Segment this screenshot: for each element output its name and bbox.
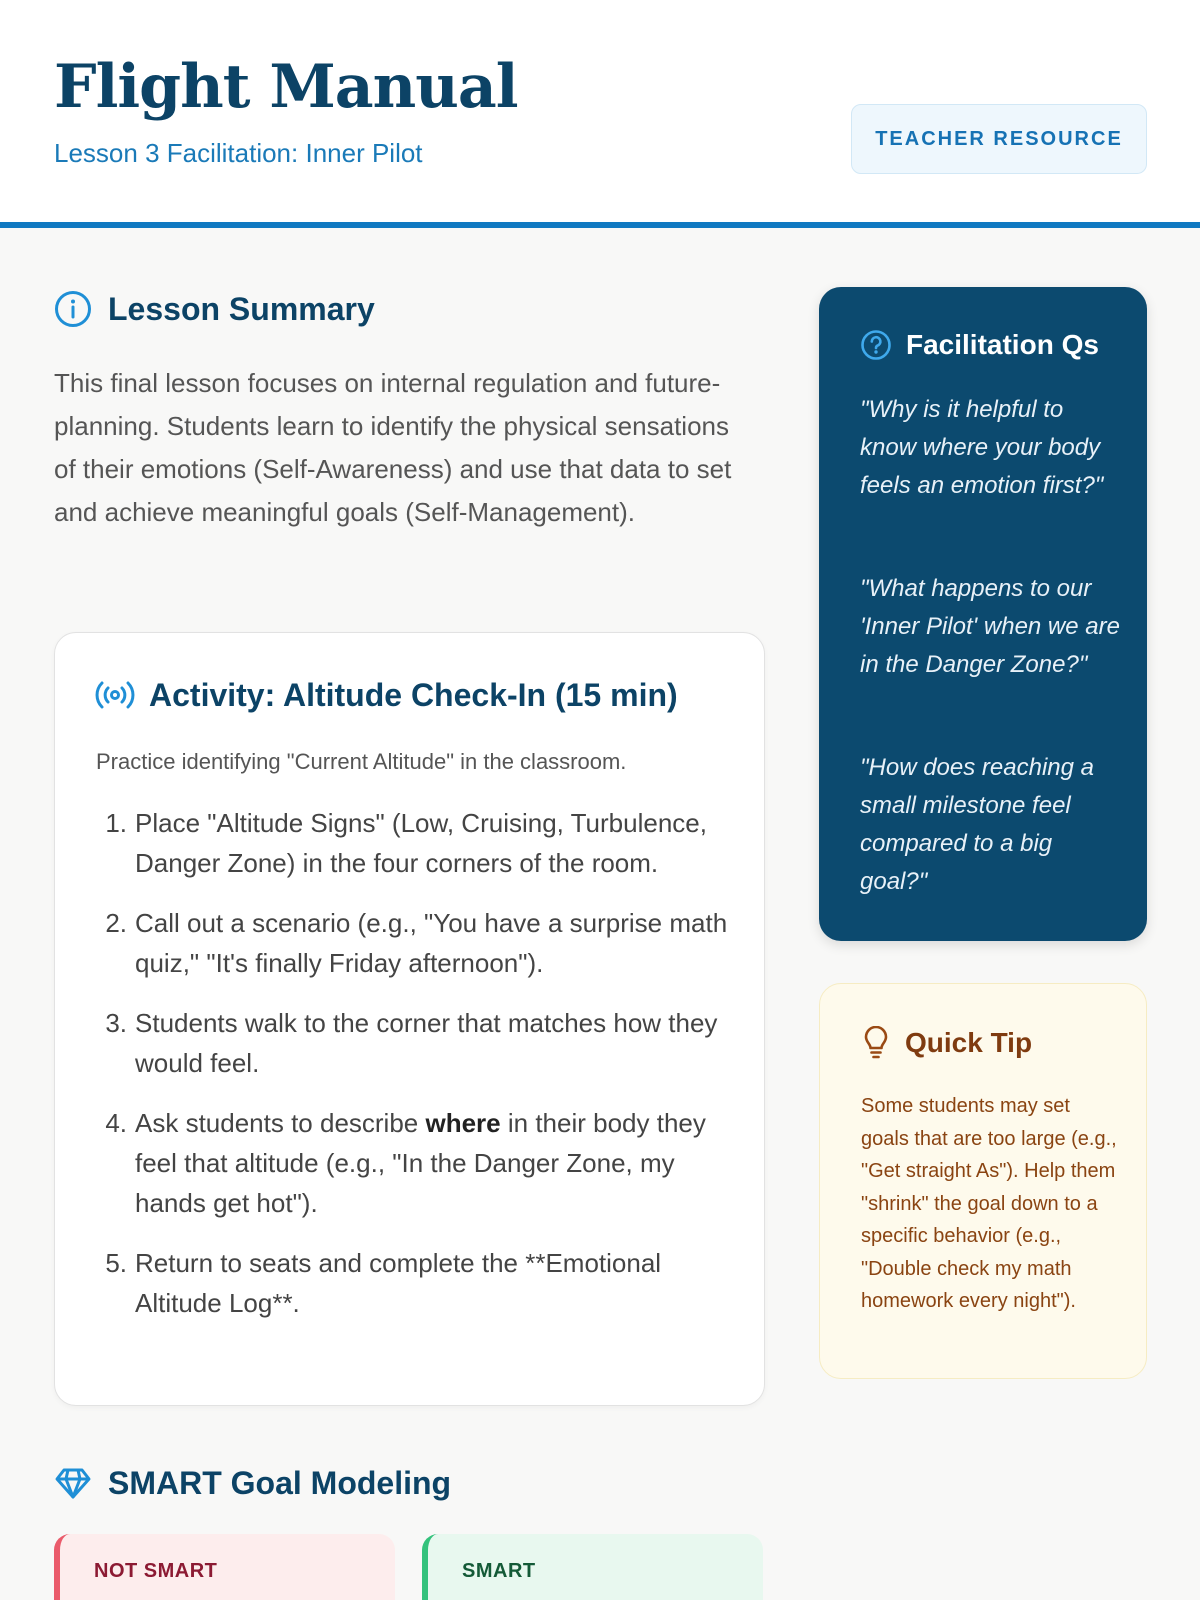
quick-tip-title: Quick Tip bbox=[905, 1027, 1033, 1058]
smart-goal-heading bbox=[54, 1464, 451, 1502]
broadcast-icon bbox=[95, 675, 135, 715]
step-text-start: Ask students to describe bbox=[135, 1108, 426, 1138]
step-text-end: in their body they feel that altitude (e.g., "In the Danger Zone, my hands get hot"). bbox=[135, 1108, 706, 1218]
list-item bbox=[95, 1003, 735, 1083]
quick-tip-card bbox=[819, 983, 1147, 1379]
page-header bbox=[0, 0, 1200, 228]
activity-intro: Practice identifying "Current Altitude" in the classroom. bbox=[96, 749, 627, 774]
activity-heading bbox=[95, 675, 678, 715]
info-icon bbox=[54, 290, 92, 328]
lightbulb-icon bbox=[861, 1026, 891, 1060]
step-text: Call out a scenario (e.g., "You have a surprise math quiz," "It's finally Friday afternoon"). bbox=[135, 908, 728, 978]
step-text: Students walk to the corner that matches how they would feel. bbox=[135, 1008, 718, 1078]
list-item bbox=[95, 803, 735, 883]
step-number: 4. bbox=[105, 1108, 127, 1138]
activity-card bbox=[54, 632, 765, 1406]
diamond-icon bbox=[54, 1464, 92, 1502]
step-text-emphasis: where bbox=[425, 1108, 501, 1138]
step-text: Place "Altitude Signs" (Low, Cruising, Turbulence, Danger Zone) in the four corners of the room. bbox=[135, 808, 707, 878]
step-text: Return to seats and complete the **Emotional Altitude Log**. bbox=[135, 1248, 662, 1318]
facilitation-heading bbox=[860, 329, 1099, 361]
list-item bbox=[95, 1243, 735, 1323]
page-title: Flight Manual bbox=[54, 52, 518, 122]
lesson-summary-title: Lesson Summary bbox=[108, 290, 375, 327]
step-number: 3. bbox=[105, 1008, 127, 1038]
smart-label: SMART bbox=[462, 1560, 536, 1582]
facilitation-card bbox=[819, 287, 1147, 941]
facilitation-question: "Why is it helpful to know where your body feels an emotion first?" bbox=[860, 396, 1104, 499]
step-number: 5. bbox=[105, 1248, 127, 1278]
quick-tip-text: Some students may set goals that are too large (e.g., "Get straight As"). Help them "shrink" the goal down to a specific behavior (e.g., "Double check my math homework every night"). bbox=[861, 1095, 1117, 1312]
smart-goal-card bbox=[422, 1534, 763, 1600]
lesson-summary-text: This final lesson focuses on internal regulation and future-planning. Students learn to identify the physical sensations of their emotions (Self-Awareness) and use that data to set and achieve meaningful goals (Self-Management). bbox=[54, 368, 732, 527]
not-smart-goal-card bbox=[54, 1534, 395, 1600]
lesson-summary-heading bbox=[54, 290, 375, 328]
step-number: 2. bbox=[105, 908, 127, 938]
activity-steps-list bbox=[95, 803, 735, 1343]
quick-tip-heading bbox=[861, 1026, 1032, 1060]
facilitation-question: "How does reaching a small milestone feel compared to a big goal?" bbox=[860, 754, 1094, 895]
not-smart-label: NOT SMART bbox=[94, 1560, 218, 1582]
list-item bbox=[95, 1103, 735, 1223]
step-number: 1. bbox=[105, 808, 127, 838]
activity-title: Activity: Altitude Check-In (15 min) bbox=[149, 676, 678, 713]
step-text bbox=[135, 1103, 735, 1223]
smart-goal-title: SMART Goal Modeling bbox=[108, 1464, 452, 1501]
question-icon bbox=[860, 329, 892, 361]
teacher-resource-badge: TEACHER RESOURCE bbox=[851, 104, 1147, 174]
page-subtitle: Lesson 3 Facilitation: Inner Pilot bbox=[54, 138, 423, 168]
list-item bbox=[95, 903, 735, 983]
facilitation-question: "What happens to our 'Inner Pilot' when we are in the Danger Zone?" bbox=[860, 575, 1120, 678]
facilitation-title: Facilitation Qs bbox=[906, 329, 1099, 360]
